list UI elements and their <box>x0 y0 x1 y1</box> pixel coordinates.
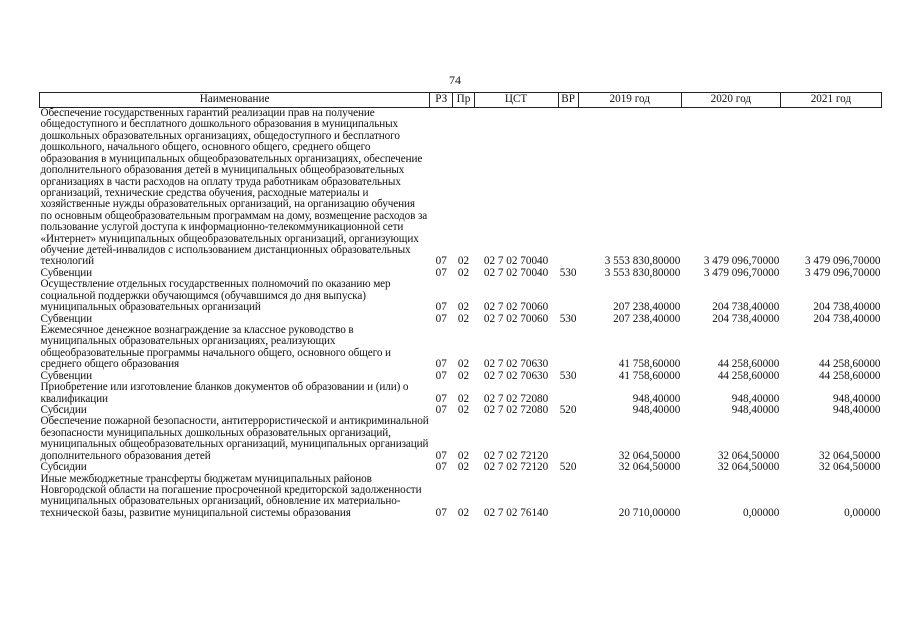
row-value-2021: 32 064,50000 <box>818 449 881 462</box>
row-value-2019: 32 064,50000 <box>618 461 681 474</box>
row-name: Субвенции <box>40 266 93 279</box>
row-rz: 07 <box>435 506 447 519</box>
header-name: Наименование <box>40 93 430 108</box>
row-rz: 07 <box>435 461 447 474</box>
row-value-2021: 948,40000 <box>832 392 881 405</box>
row-vr: 530 <box>559 369 577 382</box>
header-vr: ВР <box>558 93 578 108</box>
row-rz: 07 <box>435 301 447 314</box>
row-cst: 02 7 02 70060 <box>483 312 549 325</box>
row-vr <box>558 382 578 405</box>
row-cst: 02 7 02 70040 <box>483 266 549 279</box>
row-name: Обеспечение пожарной безопасности, антитеррористической и антикриминальной безопасности муниципальных дошкольных образовательных организаций, муниципальных общеобразовательных организаций, муниципальных организаций дополнительного образования детей <box>40 415 429 462</box>
table-row <box>40 108 882 268</box>
table-row <box>40 462 882 473</box>
row-value-2019: 41 758,60000 <box>618 369 681 382</box>
row-cst: 02 7 02 72080 <box>483 403 549 416</box>
row-value-2019: 207 238,40000 <box>613 312 681 325</box>
budget-table <box>39 92 882 519</box>
row-name: Иные межбюджетные трансферты бюджетам муниципальных районов Новгородской области на погашение просроченной кредиторской задолженности муниципальных образовательных организаций, обновление их материально-технической базы, развитие муниципальной системы образования <box>40 472 422 519</box>
row-rz: 07 <box>435 369 447 382</box>
row-value-2020: 3 479 096,70000 <box>703 255 780 268</box>
row-cst: 02 7 02 70040 <box>483 255 549 268</box>
page-number: 74 <box>449 73 461 87</box>
row-value-2020: 948,40000 <box>731 392 780 405</box>
row-pr: 02 <box>457 369 470 382</box>
row-value-2021: 204 738,40000 <box>813 312 881 325</box>
row-value-2020: 0,00000 <box>742 506 780 519</box>
row-name: Субсидии <box>40 461 87 474</box>
row-value-2021: 3 479 096,70000 <box>804 266 881 279</box>
row-cst: 02 7 02 72080 <box>483 392 549 405</box>
row-rz: 07 <box>435 312 447 325</box>
row-vr <box>558 416 578 462</box>
row-value-2020: 32 064,50000 <box>717 461 780 474</box>
row-cst: 02 7 02 72120 <box>483 461 549 474</box>
row-pr: 02 <box>457 403 470 416</box>
row-value-2019: 41 758,60000 <box>618 358 681 371</box>
row-vr <box>558 108 578 268</box>
row-name: Субвенции <box>40 312 93 325</box>
table-body <box>40 108 882 520</box>
row-vr <box>558 279 578 313</box>
row-pr: 02 <box>457 255 470 268</box>
row-value-2020: 44 258,60000 <box>717 358 780 371</box>
row-value-2019: 32 064,50000 <box>618 449 681 462</box>
row-name: Приобретение или изготовление бланков документов об образовании и (или) о квалификации <box>40 381 409 405</box>
row-vr: 520 <box>559 461 577 474</box>
row-pr: 02 <box>457 266 470 279</box>
row-rz: 07 <box>435 392 447 405</box>
header-year-2020: 2020 год <box>681 93 780 108</box>
row-vr: 520 <box>559 403 577 416</box>
row-value-2019: 207 238,40000 <box>613 301 681 314</box>
row-value-2019: 3 553 830,80000 <box>604 266 681 279</box>
row-pr: 02 <box>457 461 470 474</box>
row-value-2019: 3 553 830,80000 <box>604 255 681 268</box>
row-value-2019: 948,40000 <box>632 403 681 416</box>
row-vr <box>558 474 578 520</box>
row-value-2020: 204 738,40000 <box>712 312 780 325</box>
row-value-2021: 44 258,60000 <box>818 369 881 382</box>
table-row <box>40 279 882 313</box>
row-value-2021: 44 258,60000 <box>818 358 881 371</box>
row-cst: 02 7 02 70630 <box>483 358 549 371</box>
table-row <box>40 474 882 520</box>
row-value-2020: 44 258,60000 <box>717 369 780 382</box>
row-value-2019: 948,40000 <box>632 392 681 405</box>
row-pr: 02 <box>457 312 470 325</box>
row-rz: 07 <box>435 403 447 416</box>
row-rz: 07 <box>435 358 447 371</box>
row-vr: 530 <box>559 312 577 325</box>
row-cst: 02 7 02 70060 <box>483 301 549 314</box>
row-pr: 02 <box>457 392 470 405</box>
row-pr: 02 <box>457 506 470 519</box>
table-row <box>40 382 882 405</box>
table-header-row <box>40 93 882 108</box>
row-value-2021: 3 479 096,70000 <box>804 255 881 268</box>
row-value-2021: 32 064,50000 <box>818 461 881 474</box>
row-name: Осуществление отдельных государственных полномочий по оказанию мер социальной поддержки обучающимся (обучавшимся до дня выпуска) муниципальных образовательных организаций <box>40 278 391 314</box>
row-rz: 07 <box>435 266 447 279</box>
row-cst: 02 7 02 72120 <box>483 449 549 462</box>
row-vr: 530 <box>559 266 577 279</box>
row-value-2020: 32 064,50000 <box>717 449 780 462</box>
table-row <box>40 416 882 462</box>
row-name: Субвенции <box>40 369 93 382</box>
table-row <box>40 325 882 371</box>
row-value-2019: 20 710,00000 <box>618 506 681 519</box>
row-pr: 02 <box>457 358 470 371</box>
row-pr: 02 <box>457 449 470 462</box>
row-vr <box>558 325 578 371</box>
row-value-2021: 948,40000 <box>832 403 881 416</box>
row-value-2020: 948,40000 <box>731 403 780 416</box>
row-rz: 07 <box>435 449 447 462</box>
row-name: Субсидии <box>40 403 87 416</box>
row-pr: 02 <box>457 301 470 314</box>
header-rz: РЗ <box>430 93 453 108</box>
row-rz: 07 <box>435 255 447 268</box>
row-cst: 02 7 02 76140 <box>483 506 549 519</box>
row-value-2020: 204 738,40000 <box>712 301 780 314</box>
row-cst: 02 7 02 70630 <box>483 369 549 382</box>
header-pr: Пр <box>453 93 474 108</box>
row-value-2020: 3 479 096,70000 <box>703 266 780 279</box>
header-year-2021: 2021 год <box>780 93 881 108</box>
header-year-2019: 2019 год <box>578 93 681 108</box>
row-value-2021: 0,00000 <box>844 506 881 519</box>
row-name: Обеспечение государственных гарантий реализации прав на получение общедоступного и бесплатного дошкольного образования в муниципальных дошкольных образовательных организациях, общедоступного и бесплатного дошкольного, начального общего, основного общего, среднего общего образования в муниципальных общеобразовательных организациях, обеспечение дополнительного образования детей в муниципальных общеобразовательных организациях в части расходов на оплату труда работникам образовательных организаций, технические средства обучения, расходные материалы и хозяйственные нужды образовательных организаций, на организацию обучения по основным общеобразовательным программам на дому, возмещение расходов за пользование услугой доступа к информационно-телекоммуникационной сети «Интернет» муниципальных общеобразовательных организаций, организующих обучение детей-инвалидов с использованием дистанционных образовательных технологий <box>40 107 428 268</box>
row-value-2021: 204 738,40000 <box>813 301 881 314</box>
row-name: Ежемесячное денежное вознаграждение за классное руководство в муниципальных образовательных организациях, реализующих общеобразовательные программы начального общего, основного общего и среднего общего образования <box>40 324 391 371</box>
header-cst: ЦСТ <box>474 93 558 108</box>
